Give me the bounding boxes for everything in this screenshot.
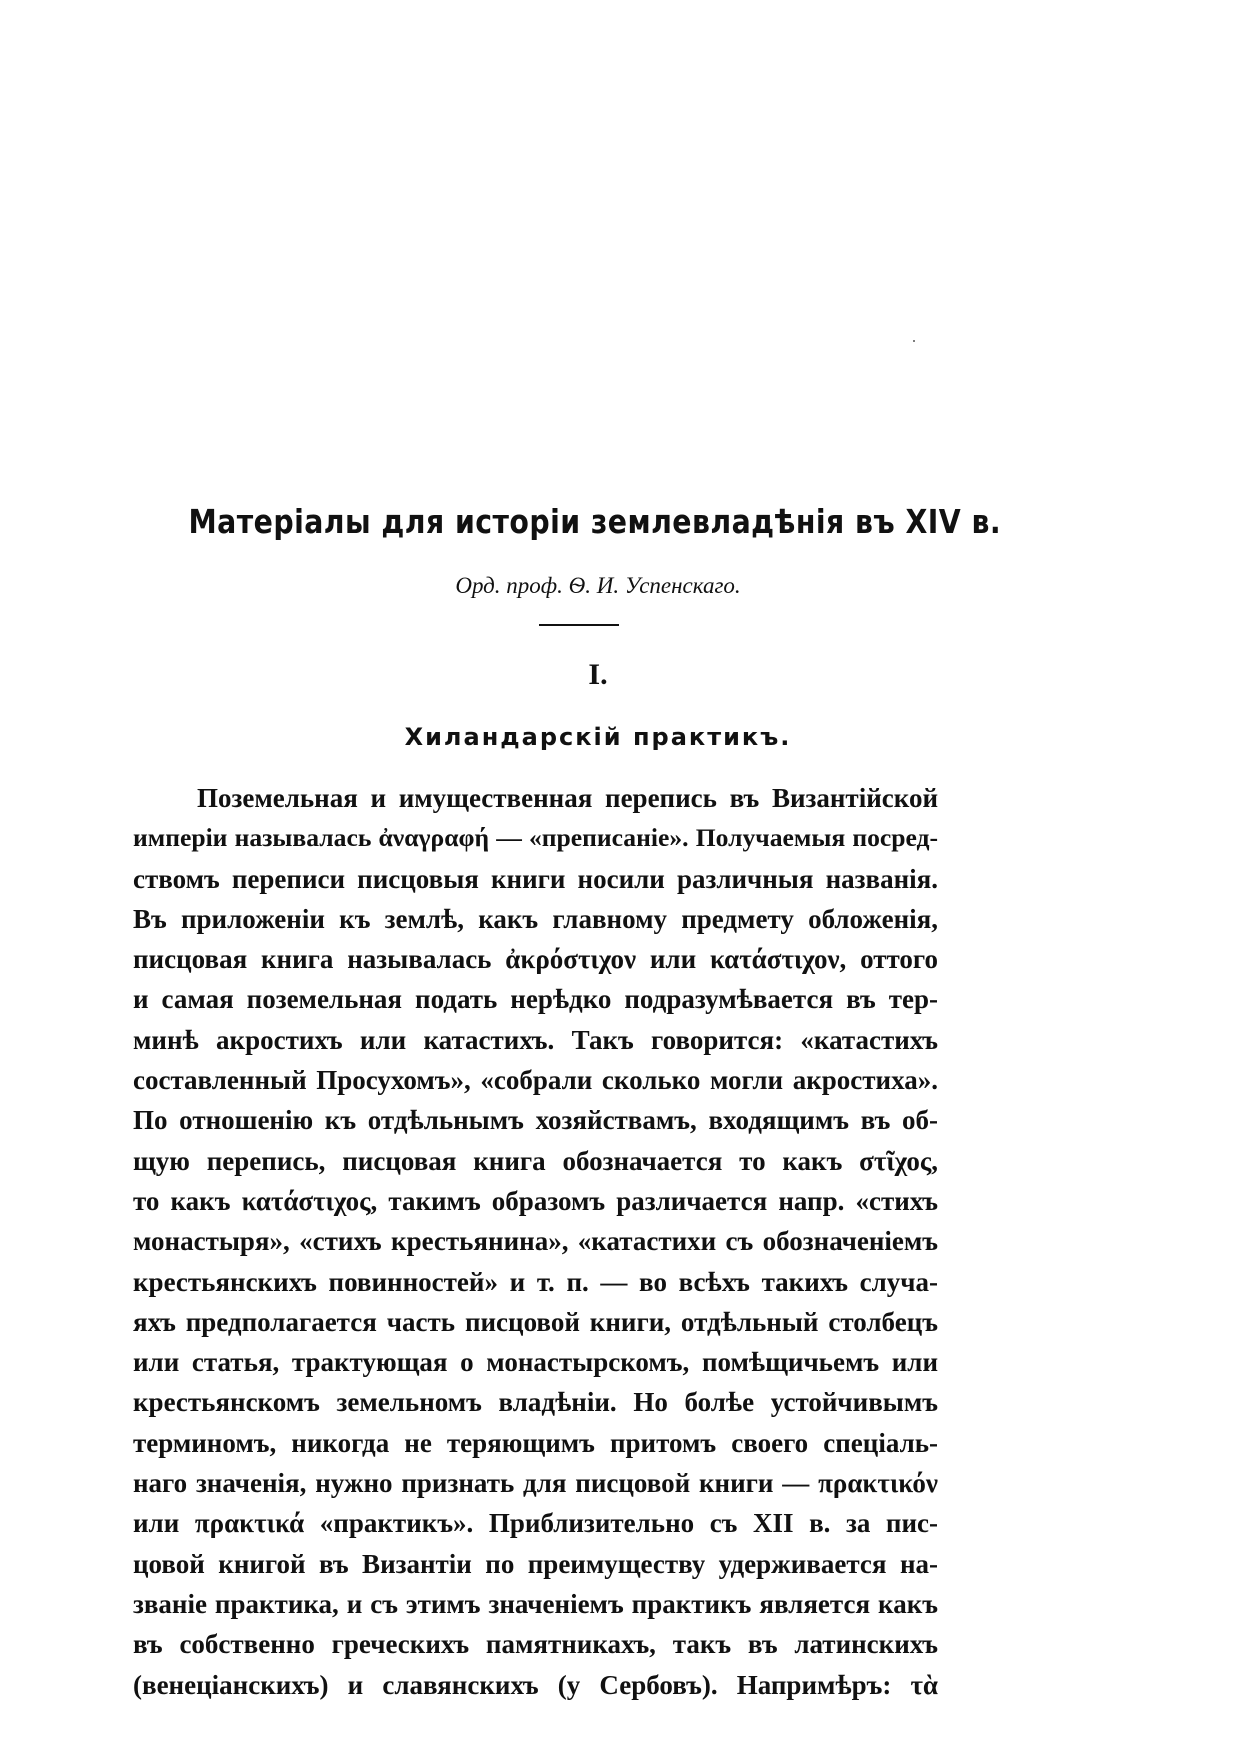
body-line: терминомъ, никогда не теряющимъ притомъ своего спеціаль- (133, 1427, 938, 1458)
body-line: и самая поземельная подать нерѣдко подразумѣвается въ тер- (133, 984, 938, 1015)
section-number: I. (588, 658, 608, 691)
body-line: въ собственно греческихъ памятникахъ, такъ въ латинскихъ (133, 1629, 938, 1660)
body-line: Въ приложеніи къ землѣ, какъ главному предмету обложенія, (133, 903, 938, 934)
body-line: наго значенія, нужно признать для писцовой книги — πρακτικόν (133, 1468, 938, 1499)
body-line: монастыря», «стихъ крестьянина», «катастихи съ обозначеніемъ (133, 1226, 938, 1257)
body-line: По отношенію къ отдѣльнымъ хозяйствамъ, входящимъ въ об- (133, 1105, 938, 1136)
body-line: крестьянскомъ земельномъ владѣніи. Но болѣе устойчивымъ (133, 1387, 938, 1418)
author-line: Орд. проф. Ѳ. И. Успенскаго. (455, 573, 741, 598)
body-line: имперіи называлась ἀναγραφή — «преписаніе». Получаемыя посред- (133, 823, 938, 853)
title-divider (539, 624, 619, 626)
body-line: щую перепись, писцовая книга обозначается то какъ στῖχος, (133, 1145, 938, 1176)
body-line: яхъ предполагается часть писцовой книги, отдѣльный столбецъ (133, 1306, 938, 1337)
body-line: ствомъ переписи писцовыя книги носили различныя названія. (133, 863, 938, 894)
body-line: то какъ κατάστιχος, такимъ образомъ различается напр. «стихъ (133, 1185, 938, 1216)
body-line: писцовая книга называлась ἀκρόστιχον или κατάστιχον, оттого (133, 944, 938, 975)
body-line: (венеціанскихъ) и славянскихъ (у Сербовъ). Напримѣръ: τὰ (133, 1669, 938, 1700)
body-line: цовой книгой въ Византіи по преимуществу удерживается на- (133, 1548, 938, 1579)
body-line: составленный Просухомъ», «собрали сколько могли акростиха». (133, 1065, 938, 1096)
document-title: Матеріалы для исторіи землевладѣнія въ XIV в. (188, 502, 1002, 541)
body-line: минѣ акростихъ или катастихъ. Такъ говорится: «катастихъ (133, 1024, 938, 1055)
body-line: или статья, трактующая о монастырскомъ, помѣщичьемъ или (133, 1347, 938, 1378)
body-text (133, 778, 938, 1705)
body-line: званіе практика, и съ этимъ значеніемъ практикъ является какъ (133, 1588, 938, 1619)
body-line: крестьянскихъ повинностей» и т. п. — во всѣхъ такихъ случа- (133, 1266, 938, 1297)
body-line: Поземельная и имущественная перепись въ Византійской (197, 783, 938, 813)
body-line: или πρακτικά «практикъ». Приблизительно съ XII в. за пис- (133, 1508, 938, 1539)
scan-speck (913, 340, 915, 342)
section-title: Хиландарскій практикъ. (404, 723, 792, 751)
